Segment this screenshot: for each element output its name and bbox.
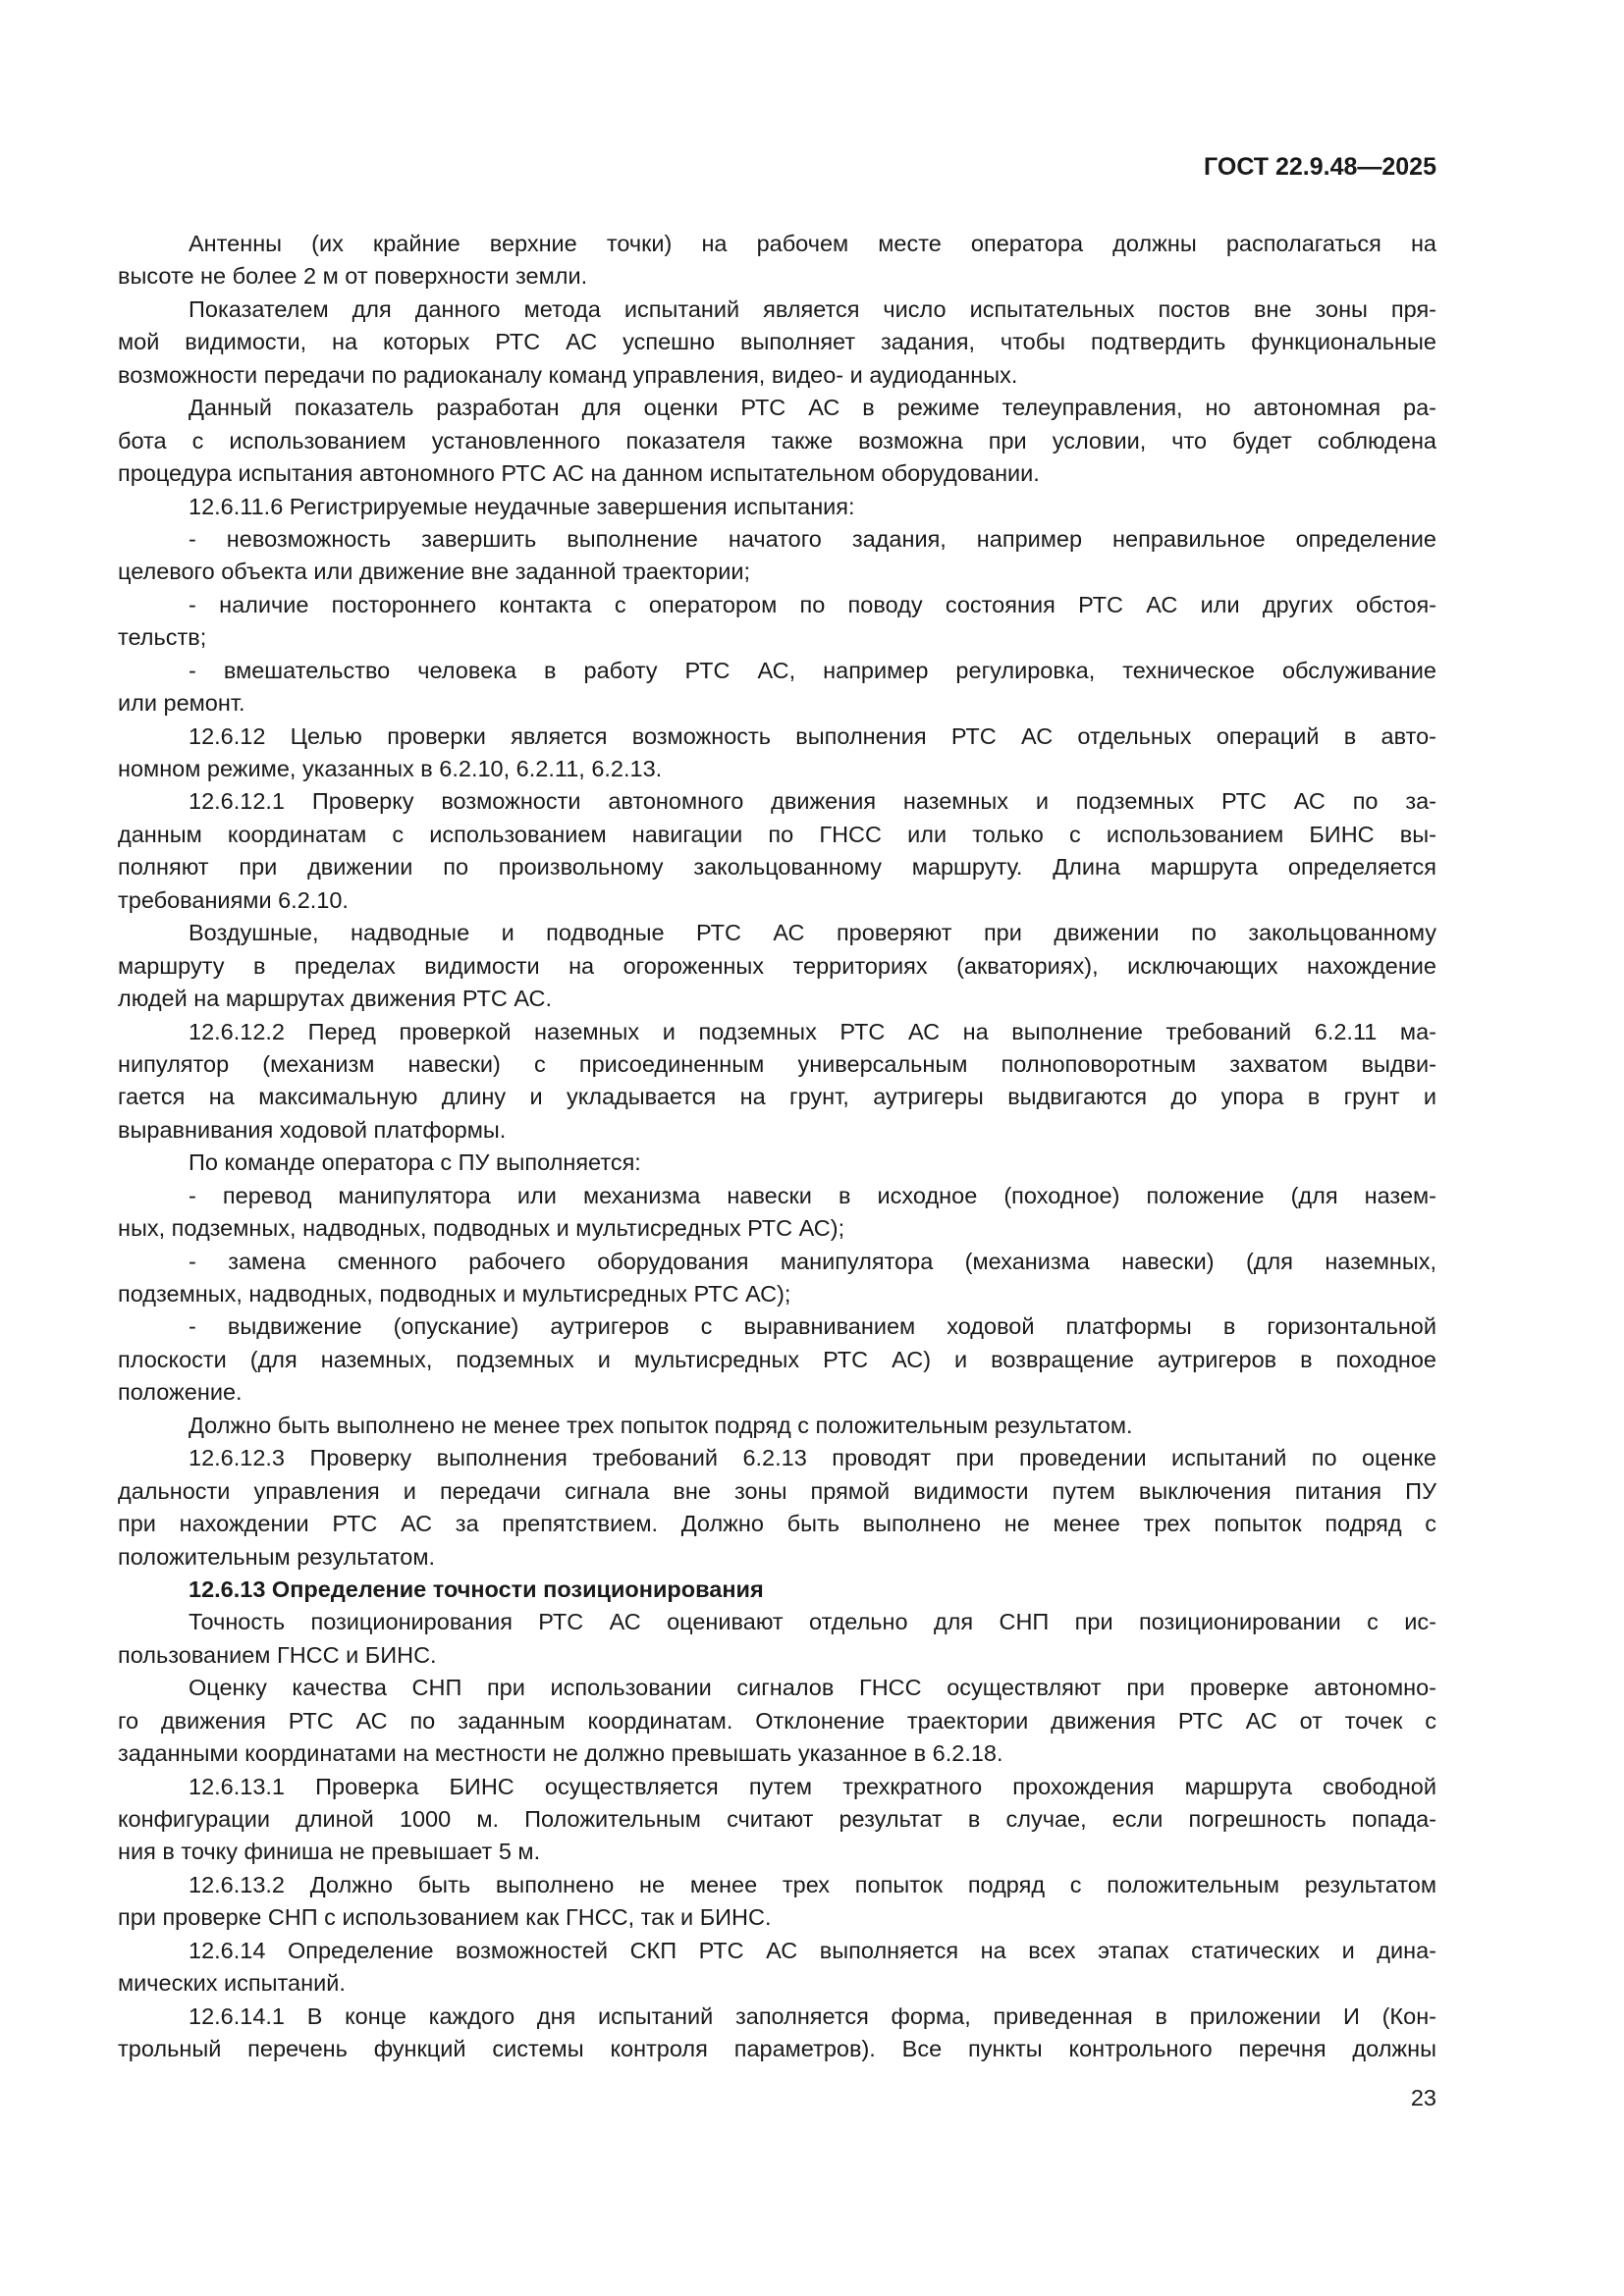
text-line: 12.6.12.3 Проверку выполнения требований 6.2.13 проводят при проведении испытаний по оценке: [189, 1445, 1436, 1471]
text-line: Данный показатель разработан для оценки РТС АС в режиме телеуправления, но автономная ра-: [189, 395, 1436, 421]
text-line: 12.6.13 Определение точности позиционирования: [189, 1575, 764, 1602]
paragraph: [118, 721, 1436, 786]
text-line: По команде оператора с ПУ выполняется:: [189, 1149, 641, 1176]
body-text: [118, 228, 1436, 2066]
text-line: 12.6.14.1 В конце каждого дня испытаний заполняется форма, приведенная в приложении И (Кон-: [189, 2002, 1436, 2029]
paragraph: [118, 785, 1436, 917]
paragraph: [118, 491, 1436, 523]
text-line: высоте не более 2 м от поверхности земли.: [118, 263, 588, 290]
text-line: выравнивания ходовой платформы.: [118, 1116, 507, 1143]
text-line: данным координатам с использованием навигации по ГНСС или только с использованием БИНС вы-: [118, 821, 1436, 847]
text-line: или ремонт.: [118, 690, 245, 717]
text-line: дальности управления и передачи сигнала вне зоны прямой видимости путем выключения питания ПУ: [118, 1477, 1436, 1504]
text-line: го движения РТС АС по заданным координатам. Отклонение траектории движения РТС АС от точек с: [118, 1707, 1436, 1734]
text-line: 12.6.13.2 Должно быть выполнено не менее трех попыток подряд с положительным результатом: [189, 1871, 1436, 1897]
text-line: подземных, надводных, подводных и мультисредных РТС АС);: [118, 1281, 791, 1307]
page-number: 23: [1410, 2085, 1436, 2110]
text-line: трольный перечень функций системы контроля параметров). Все пункты контрольного перечня должны: [118, 2036, 1436, 2062]
paragraph: [118, 1606, 1436, 1672]
text-line: гается на максимальную длину и укладывается на грунт, аутригеры выдвигаются до упора в грунт и: [118, 1084, 1436, 1110]
paragraph: [118, 1410, 1436, 1442]
text-line: пользованием ГНСС и БИНС.: [118, 1641, 437, 1668]
text-line: ных, подземных, надводных, подводных и мультисредных РТС АС);: [118, 1215, 845, 1242]
text-line: конфигурации длиной 1000 м. Положительным считают результат в случае, если погрешность попада-: [118, 1806, 1436, 1832]
text-line: - выдвижение (опускание) аутригеров с выравниванием ходовой платформы в горизонтальной: [189, 1313, 1436, 1340]
paragraph: [118, 1771, 1436, 1869]
text-line: полняют при движении по произвольному закольцованному маршруту. Длина маршрута определяется: [118, 854, 1436, 881]
text-line: маршруту в пределах видимости на огороженных территориях (акваториях), исключающих нахождение: [118, 952, 1436, 979]
text-line: 12.6.14 Определение возможностей СКП РТС АС выполняется на всех этапах статических и дина-: [189, 1937, 1436, 1963]
text-line: ния в точку финиша не превышает 5 м.: [118, 1839, 541, 1865]
text-line: номном режиме, указанных в 6.2.10, 6.2.11, 6.2.13.: [118, 756, 663, 781]
text-line: мой видимости, на которых РТС АС успешно выполняет задания, чтобы подтвердить функциональные: [118, 329, 1436, 355]
paragraph: [118, 655, 1436, 721]
text-line: Точность позиционирования РТС АС оценивают отдельно для СНП при позиционировании с ис-: [189, 1609, 1436, 1635]
paragraph: [118, 1147, 1436, 1179]
text-line: - наличие постороннего контакта с оператором по поводу состояния РТС АС или других обстоя-: [189, 591, 1436, 617]
paragraph: [118, 1180, 1436, 1246]
text-line: плоскости (для наземных, подземных и мультисредных РТС АС) и возвращение аутригеров в походное: [118, 1346, 1436, 1372]
paragraph: [118, 1935, 1436, 2001]
text-line: Должно быть выполнено не менее трех попыток подряд с положительным результатом.: [189, 1412, 1133, 1438]
text-line: 12.6.13.1 Проверка БИНС осуществляется путем трехкратного прохождения маршрута свободной: [189, 1773, 1436, 1799]
text-line: нипулятор (механизм навески) с присоединенным универсальным полноповоротным захватом выдви-: [118, 1050, 1436, 1077]
paragraph: [118, 1869, 1436, 1935]
text-line: - замена сменного рабочего оборудования манипулятора (механизма навески) (для наземных,: [189, 1248, 1436, 1274]
text-line: тельств;: [118, 624, 207, 651]
paragraph: [118, 392, 1436, 490]
text-line: - вмешательство человека в работу РТС АС, например регулировка, техническое обслуживание: [189, 657, 1436, 683]
section-heading: [118, 1574, 1436, 1606]
text-line: положение.: [118, 1379, 243, 1406]
paragraph: [118, 1442, 1436, 1574]
paragraph: [118, 589, 1436, 655]
paragraph: [118, 294, 1436, 392]
text-line: мических испытаний.: [118, 1970, 346, 1997]
text-line: 12.6.11.6 Регистрируемые неудачные завершения испытания:: [189, 493, 855, 519]
text-line: людей на маршрутах движения РТС АС.: [118, 986, 552, 1012]
text-line: возможности передачи по радиоканалу команд управления, видео- и аудиоданных.: [118, 361, 1018, 388]
text-line: заданными координатами на местности не должно превышать указанное в 6.2.18.: [118, 1740, 1003, 1767]
text-line: Оценку качества СНП при использовании сигналов ГНСС осуществляют при проверке автономно-: [189, 1675, 1436, 1701]
text-line: Антенны (их крайние верхние точки) на рабочем месте оператора должны располагаться на: [189, 231, 1436, 256]
paragraph: [118, 2001, 1436, 2066]
text-line: требованиями 6.2.10.: [118, 886, 349, 913]
paragraph: [118, 1672, 1436, 1770]
text-line: целевого объекта или движение вне заданной траектории;: [118, 559, 750, 585]
text-line: - перевод манипулятора или механизма навески в исходное (походное) положение (для назем-: [189, 1182, 1436, 1208]
document-id-header: ГОСТ 22.9.48—2025: [1204, 153, 1436, 181]
text-line: - невозможность завершить выполнение начатого задания, например неправильное определение: [189, 525, 1436, 552]
text-line: при нахождении РТС АС за препятствием. Должно быть выполнено не менее трех попыток подряд с: [118, 1511, 1436, 1537]
paragraph: [118, 1246, 1436, 1311]
text-line: 12.6.12.2 Перед проверкой наземных и подземных РТС АС на выполнение требований 6.2.11 ма-: [189, 1018, 1436, 1044]
text-line: Показателем для данного метода испытаний является число испытательных постов вне зоны пря-: [189, 295, 1436, 322]
text-line: процедура испытания автономного РТС АС на данном испытательном оборудовании.: [118, 460, 1040, 487]
text-line: 12.6.12 Целью проверки является возможность выполнения РТС АС отдельных операций в авто-: [189, 722, 1436, 749]
text-line: положительным результатом.: [118, 1543, 435, 1570]
text-line: 12.6.12.1 Проверку возможности автономного движения наземных и подземных РТС АС по за-: [189, 788, 1436, 815]
paragraph: [118, 1310, 1436, 1409]
paragraph: [118, 1016, 1436, 1148]
paragraph: [118, 523, 1436, 589]
paragraph: [118, 228, 1436, 294]
text-line: Воздушные, надводные и подводные РТС АС проверяют при движении по закольцованному: [189, 920, 1436, 946]
text-line: бота с использованием установленного показателя также возможна при условии, что будет соблюдена: [118, 427, 1436, 454]
text-line: при проверке СНП с использованием как ГНСС, так и БИНС.: [118, 1904, 772, 1931]
paragraph: [118, 917, 1436, 1015]
